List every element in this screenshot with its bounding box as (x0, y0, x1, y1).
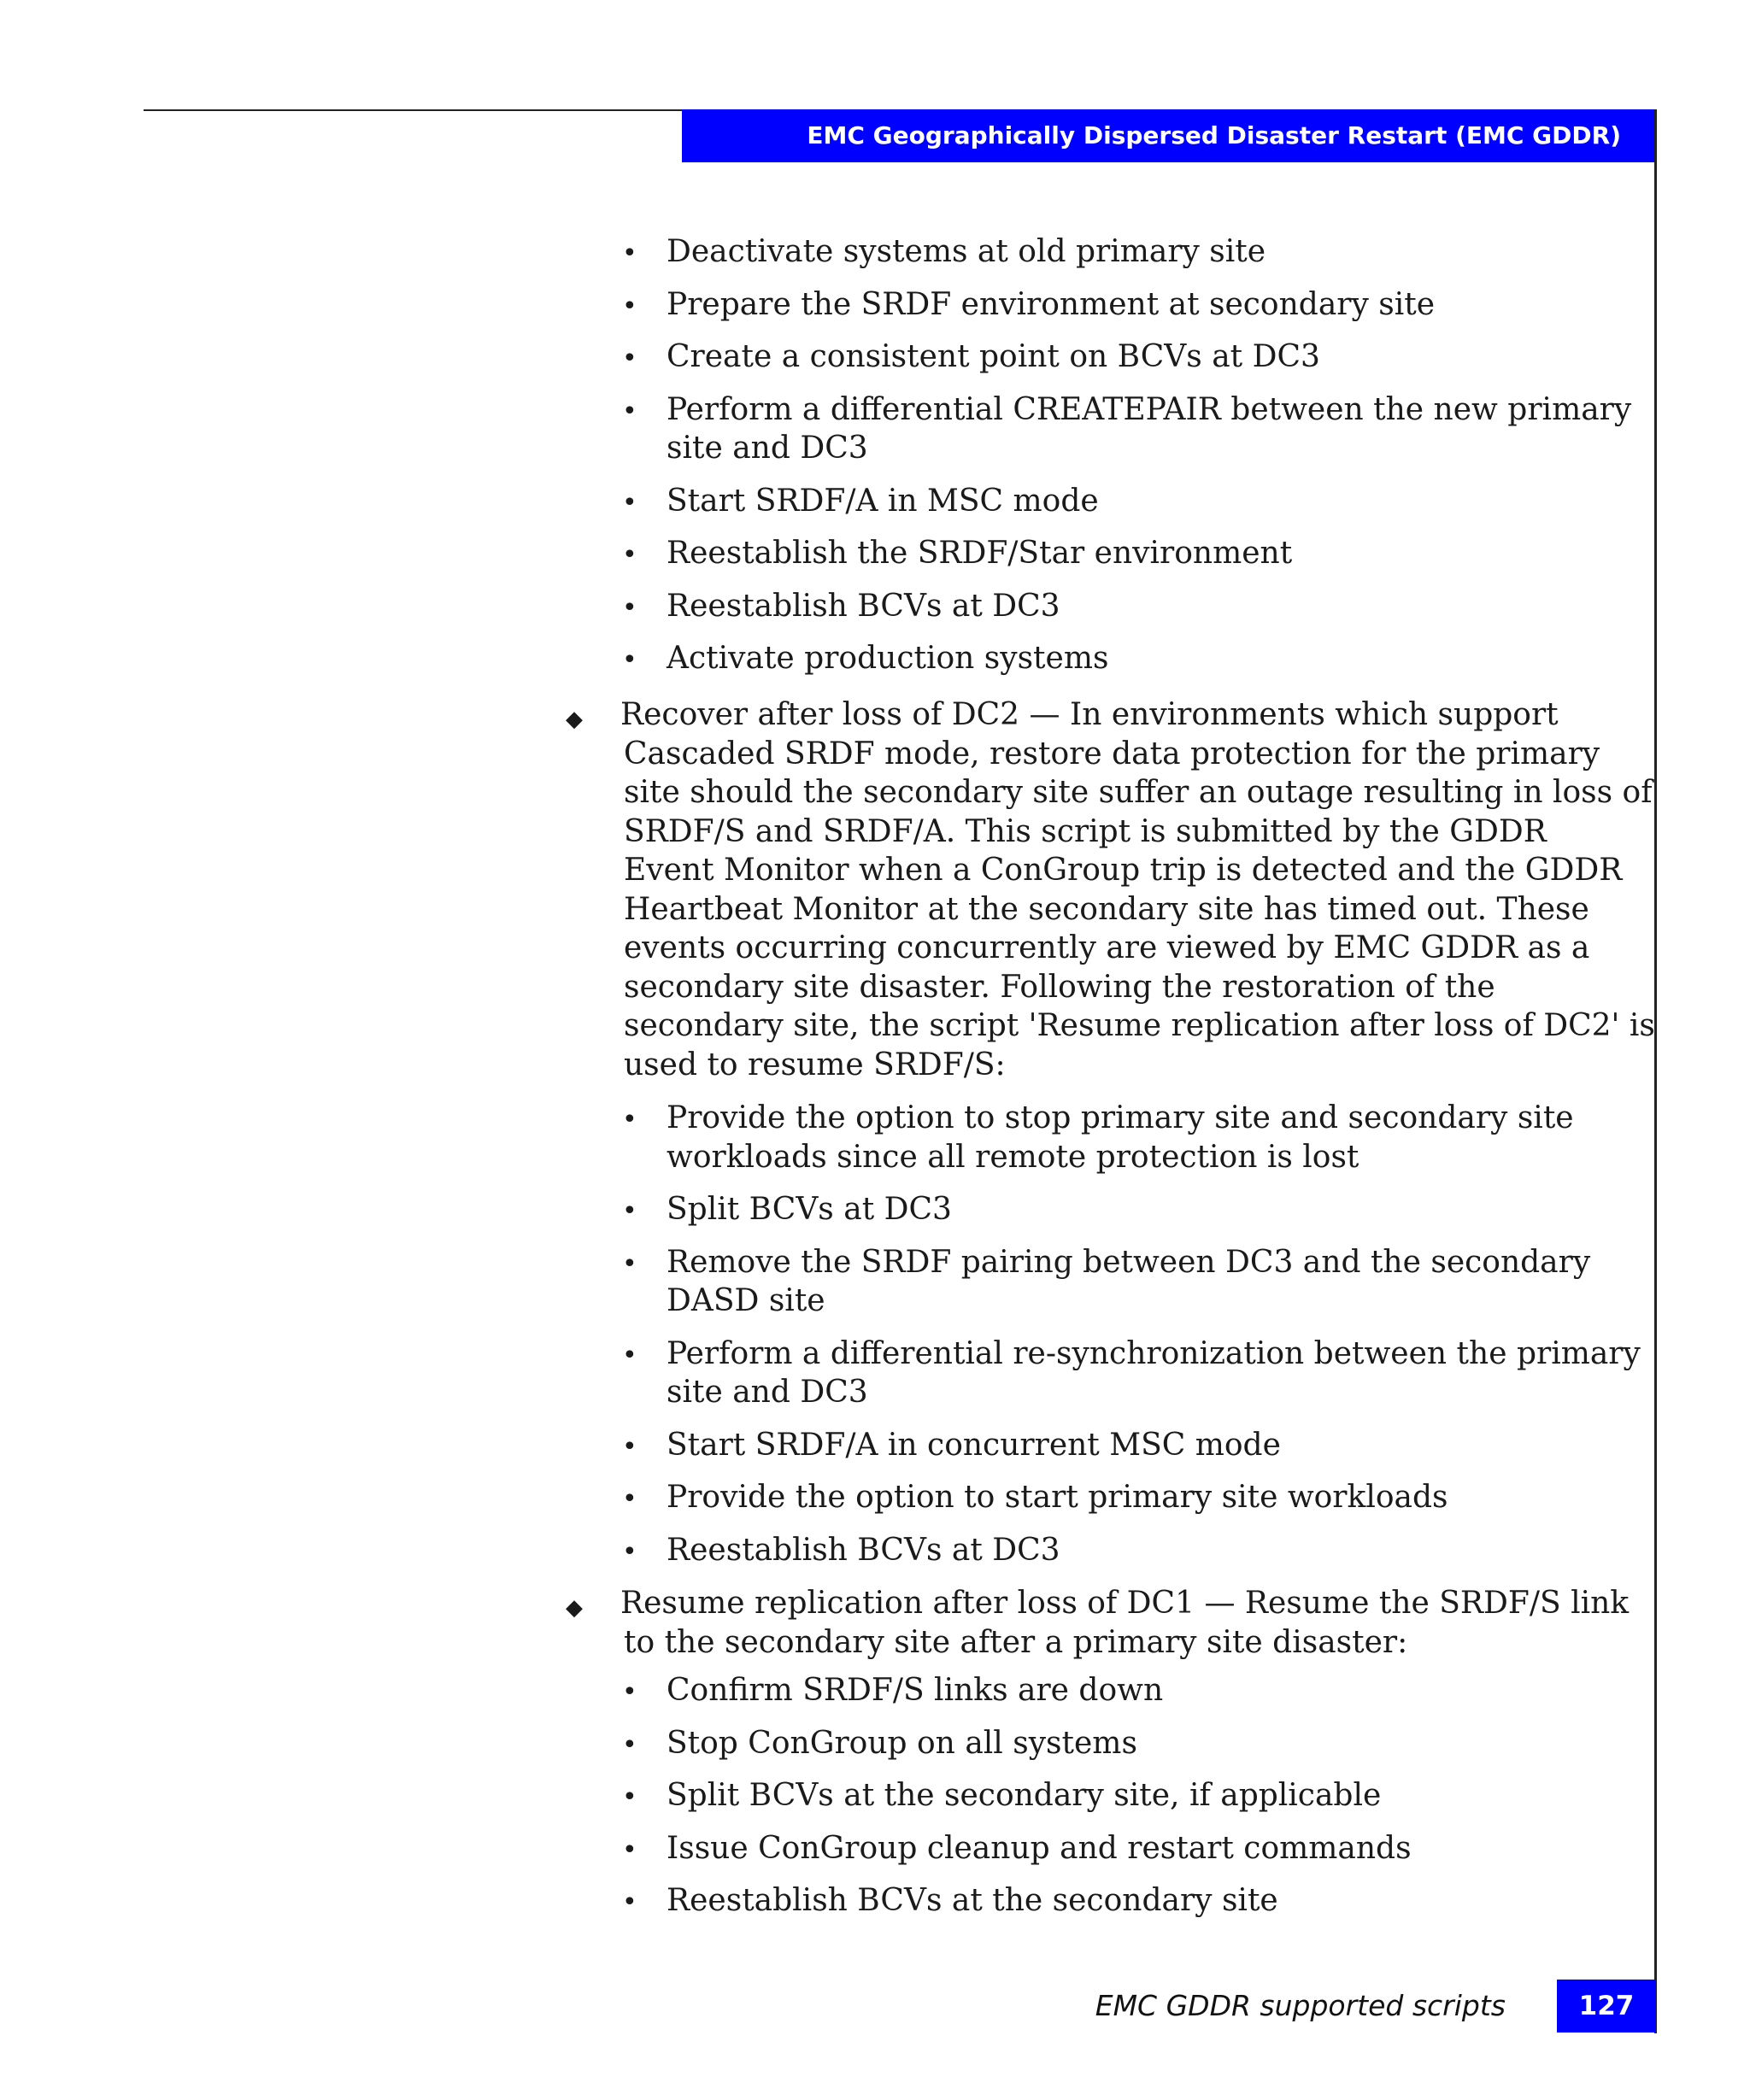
bullet-icon: • (622, 1105, 637, 1135)
page-number: 127 (1557, 1980, 1656, 2033)
list-item-text: site and DC3 (667, 431, 868, 466)
list-item-text: Split BCVs at DC3 (667, 1192, 952, 1227)
paragraph-line: secondary site, the script 'Resume replication after loss of DC2' is (624, 1008, 1655, 1043)
list-item-text: Stop ConGroup on all systems (667, 1725, 1137, 1761)
list-item-text: Start SRDF/A in MSC mode (667, 483, 1099, 519)
list-item-text: Activate production systems (667, 641, 1109, 676)
list-item-text: Deactivate systems at old primary site (667, 234, 1266, 269)
list-item-text: Reestablish BCVs at DC3 (667, 588, 1060, 624)
bullet-icon: • (622, 1248, 637, 1279)
paragraph-line: used to resume SRDF/S: (624, 1047, 1006, 1082)
list-item-text: Perform a differential re-synchronization between the primary (667, 1335, 1641, 1371)
list-item-text: Provide the option to start primary site workloads (667, 1480, 1448, 1515)
paragraph-line: Resume replication after loss of DC1 — Resume the SRDF/S link (620, 1586, 1630, 1621)
list-item-text: Reestablish the SRDF/Star environment (667, 536, 1293, 571)
list-item-text: Split BCVs at the secondary site, if applicable (667, 1778, 1382, 1813)
paragraph-line: Recover after loss of DC2 — In environments which support (620, 697, 1559, 732)
bullet-icon: • (622, 1536, 637, 1567)
page-side-rule (1654, 109, 1657, 2033)
bullet-icon: • (622, 1729, 637, 1760)
bullet-icon: • (622, 645, 637, 675)
list-item-text: Create a consistent point on BCVs at DC3 (667, 339, 1320, 374)
bullet-icon: • (622, 592, 637, 623)
paragraph-line: events occurring concurrently are viewed by EMC GDDR as a (624, 930, 1590, 965)
bullet-icon: • (622, 540, 637, 570)
list-item-text: Remove the SRDF pairing between DC3 and the secondary (667, 1244, 1591, 1280)
list-item-text: site and DC3 (667, 1375, 868, 1410)
bullet-icon: • (622, 1834, 637, 1865)
bullet-icon: • (622, 238, 637, 268)
list-item-text: Confirm SRDF/S links are down (667, 1673, 1164, 1708)
list-item-text: Prepare the SRDF environment at secondary site (667, 286, 1436, 322)
paragraph-line: SRDF/S and SRDF/A. This script is submitted by the GDDR (624, 813, 1547, 849)
paragraph-line: Heartbeat Monitor at the secondary site has timed out. These (624, 891, 1589, 927)
bullet-icon: • (622, 1431, 637, 1462)
list-item-text: Perform a differential CREATEPAIR between the new primary (667, 391, 1632, 427)
bullet-icon: • (622, 290, 637, 321)
paragraph-line: site should the secondary site suffer an outage resulting in loss of (624, 775, 1653, 810)
bullet-icon: • (622, 1196, 637, 1226)
bullet-icon: • (622, 1340, 637, 1370)
list-item-text: Provide the option to stop primary site and secondary site (667, 1100, 1574, 1135)
paragraph-line: to the secondary site after a primary site disaster: (624, 1624, 1408, 1660)
list-item-text: Reestablish BCVs at DC3 (667, 1532, 1060, 1568)
diamond-bullet-icon: ◆ (566, 707, 583, 732)
paragraph-line: Event Monitor when a ConGroup trip is detected and the GDDR (624, 853, 1623, 888)
footer-section-title: EMC GDDR supported scripts (1095, 1989, 1506, 2022)
paragraph-line: Cascaded SRDF mode, restore data protection for the primary (624, 736, 1600, 771)
list-item-text: workloads since all remote protection is lost (667, 1139, 1359, 1175)
bullet-icon: • (622, 1677, 637, 1707)
bullet-icon: • (622, 1887, 637, 1917)
list-item-text: Issue ConGroup cleanup and restart commands (667, 1830, 1412, 1866)
bullet-icon: • (622, 1484, 637, 1514)
list-item-text: Reestablish BCVs at the secondary site (667, 1883, 1278, 1918)
header-rule (144, 109, 682, 111)
list-item-text: DASD site (667, 1283, 825, 1318)
paragraph-line: secondary site disaster. Following the restoration of the (624, 969, 1495, 1005)
bullet-icon: • (622, 396, 637, 426)
list-item-text: Start SRDF/A in concurrent MSC mode (667, 1427, 1281, 1463)
bullet-icon: • (622, 1782, 637, 1812)
bullet-icon: • (622, 487, 637, 518)
running-header: EMC Geographically Dispersed Disaster Restart (EMC GDDR) (682, 109, 1657, 162)
diamond-bullet-icon: ◆ (566, 1595, 583, 1621)
bullet-icon: • (622, 343, 637, 373)
